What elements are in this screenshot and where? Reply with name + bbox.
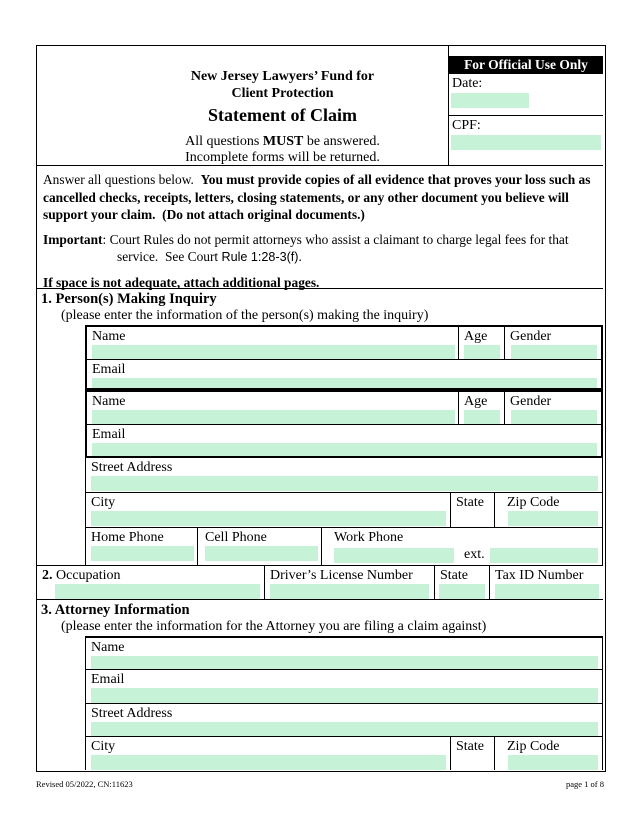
inquirer-zip-cell — [495, 493, 602, 527]
p1-pre: Answer all questions below. — [43, 172, 201, 187]
street-address-label: Street Address — [91, 706, 173, 721]
state-label: State — [456, 739, 484, 754]
inquirer-street-row — [85, 458, 603, 493]
official-cpf-field[interactable] — [451, 135, 601, 150]
inquirer-state-cell — [451, 493, 495, 527]
city-label: City — [91, 495, 116, 510]
inquirer1-name-row — [87, 327, 601, 360]
age-label: Age — [464, 329, 488, 344]
tax-id-label: Tax ID Number — [495, 568, 584, 583]
section1-table — [85, 325, 603, 565]
section1-header — [37, 288, 603, 324]
header-note2: Incomplete forms will be returned. — [185, 149, 380, 165]
inquirer-city-cell — [86, 493, 451, 527]
header-note1 — [117, 134, 448, 150]
inquirer-street-address-field[interactable] — [91, 476, 598, 491]
inquirer2-block — [85, 390, 603, 458]
attorney-city-row — [85, 737, 603, 770]
state-label: State — [456, 495, 484, 510]
official-use-banner: For Official Use Only — [449, 56, 603, 74]
section3-table — [85, 636, 603, 771]
official-use-box — [448, 46, 603, 165]
cell-phone-label: Cell Phone — [205, 530, 267, 545]
inquirer2-gender-field[interactable] — [511, 410, 597, 424]
work-phone-field[interactable] — [334, 548, 454, 563]
attorney-email-row — [85, 670, 603, 704]
inquirer2-name-row — [87, 392, 601, 425]
occupation-label: Occupation — [56, 568, 121, 583]
section3-subheading: (please enter the information for the Attorney you are filing a claim against) — [61, 619, 487, 634]
inquirer-city-field[interactable] — [91, 511, 446, 526]
attorney-zip-field[interactable] — [508, 755, 598, 770]
work-phone-cell — [322, 528, 602, 565]
attorney-name-row — [85, 636, 603, 670]
inquirer2-gender-cell — [505, 392, 601, 424]
attorney-name-field[interactable] — [91, 656, 598, 670]
inquirer-city-row — [85, 493, 603, 528]
tax-id-cell — [490, 566, 603, 599]
occupation-label-line — [37, 566, 264, 583]
section3-header — [37, 600, 603, 635]
drivers-license-label: Driver’s License Number — [270, 568, 413, 583]
revision-note: Revised 05/2022, CN:11623 — [36, 779, 133, 789]
drivers-license-cell — [265, 566, 435, 599]
gender-label: Gender — [510, 329, 552, 344]
inquirer1-age-field[interactable] — [464, 345, 500, 359]
name-label: Name — [92, 329, 126, 344]
section1-subheading: (please enter the information of the person(s) making the inquiry) — [61, 308, 429, 323]
form-border — [36, 45, 606, 772]
instructions-block — [37, 165, 603, 298]
street-address-label: Street Address — [91, 460, 173, 475]
p2-body: : Court Rules do not permit attorneys who assist a claimant to charge legal fees for that service. See Court — [102, 231, 569, 264]
tax-id-field[interactable] — [495, 584, 599, 599]
age-label: Age — [464, 394, 488, 409]
email-label: Email — [91, 672, 125, 687]
occupation-field[interactable] — [55, 584, 260, 599]
page-footer — [36, 779, 604, 789]
section2-number: 2. — [42, 568, 53, 583]
note1-bold: MUST — [262, 134, 304, 149]
home-phone-cell — [86, 528, 198, 565]
attorney-state-cell — [451, 737, 495, 770]
license-state-cell — [435, 566, 490, 599]
email-label: Email — [92, 362, 126, 377]
inquirer1-block — [85, 325, 603, 390]
drivers-license-field[interactable] — [270, 584, 429, 599]
state-label: State — [440, 568, 468, 583]
work-phone-label: Work Phone — [334, 530, 404, 545]
cpf-label: CPF: — [452, 118, 481, 133]
inquirer1-gender-cell — [505, 327, 601, 359]
section2-row — [37, 565, 603, 600]
instructions-paragraph1 — [43, 171, 595, 224]
inquirer2-name-field[interactable] — [92, 410, 455, 424]
form-title: Statement of Claim — [208, 105, 357, 125]
inquirer2-email-row — [87, 425, 601, 456]
email-label: Email — [92, 427, 126, 442]
cell-phone-cell — [198, 528, 322, 565]
inquirer-zip-field[interactable] — [508, 511, 598, 526]
section1-heading: 1. Person(s) Making Inquiry — [41, 291, 217, 307]
cell-phone-field[interactable] — [205, 546, 318, 561]
inquirer2-age-field[interactable] — [464, 410, 500, 424]
inquirer1-name-cell — [87, 327, 459, 359]
gender-label: Gender — [510, 394, 552, 409]
attorney-city-cell — [86, 737, 451, 770]
inquirer1-age-cell — [459, 327, 505, 359]
p1-bold: You must provide copies of all evidence that proves your loss such as cancelled checks, receipts, letters, closing statements, or any other document you believe will support your claim. (Do not attach original documents.) — [43, 172, 591, 222]
work-phone-inputs — [334, 547, 598, 563]
form-header — [37, 68, 448, 165]
important-label: Important — [43, 231, 103, 247]
license-state-field[interactable] — [439, 584, 485, 599]
inquirer2-email-field[interactable] — [92, 443, 597, 458]
instructions-paragraph2 — [43, 231, 595, 267]
occupation-cell — [37, 566, 265, 599]
official-date-field[interactable] — [451, 93, 529, 108]
inquirer2-age-cell — [459, 392, 505, 424]
inquirer1-name-field[interactable] — [92, 345, 455, 359]
inquirer1-gender-field[interactable] — [511, 345, 597, 359]
attorney-zip-cell — [495, 737, 602, 770]
zip-code-label: Zip Code — [507, 739, 560, 754]
inquirer-phone-row — [85, 528, 603, 565]
name-label: Name — [92, 394, 126, 409]
attorney-street-row — [85, 704, 603, 737]
section3-heading: 3. Attorney Information — [41, 602, 190, 618]
home-phone-field[interactable] — [91, 546, 194, 561]
date-label: Date: — [452, 76, 483, 91]
work-phone-ext-field[interactable] — [490, 548, 598, 563]
note1-pre: All questions — [185, 134, 263, 149]
court-rule-reference: Rule 1:28-3(f) — [221, 250, 299, 264]
p2-tail: . — [298, 249, 302, 264]
page-number: page 1 of 8 — [565, 779, 604, 789]
extension-label: ext. — [464, 547, 485, 562]
inquirer2-name-cell — [87, 392, 459, 424]
attorney-email-field[interactable] — [91, 688, 598, 703]
city-label: City — [91, 739, 116, 754]
fund-name-line1: New Jersey Lawyers’ Fund for — [190, 69, 375, 84]
attorney-city-field[interactable] — [91, 755, 446, 770]
zip-code-label: Zip Code — [507, 495, 560, 510]
attorney-street-address-field[interactable] — [91, 722, 598, 737]
inquirer1-email-field[interactable] — [92, 378, 597, 390]
home-phone-label: Home Phone — [91, 530, 164, 545]
inquirer1-email-row — [87, 360, 601, 390]
p3-bold: If space is not adequate, attach additional pages. — [43, 274, 320, 290]
note1-post: be answered. — [303, 134, 380, 149]
fund-name-line2: Client Protection — [231, 86, 334, 101]
name-label: Name — [91, 640, 125, 655]
